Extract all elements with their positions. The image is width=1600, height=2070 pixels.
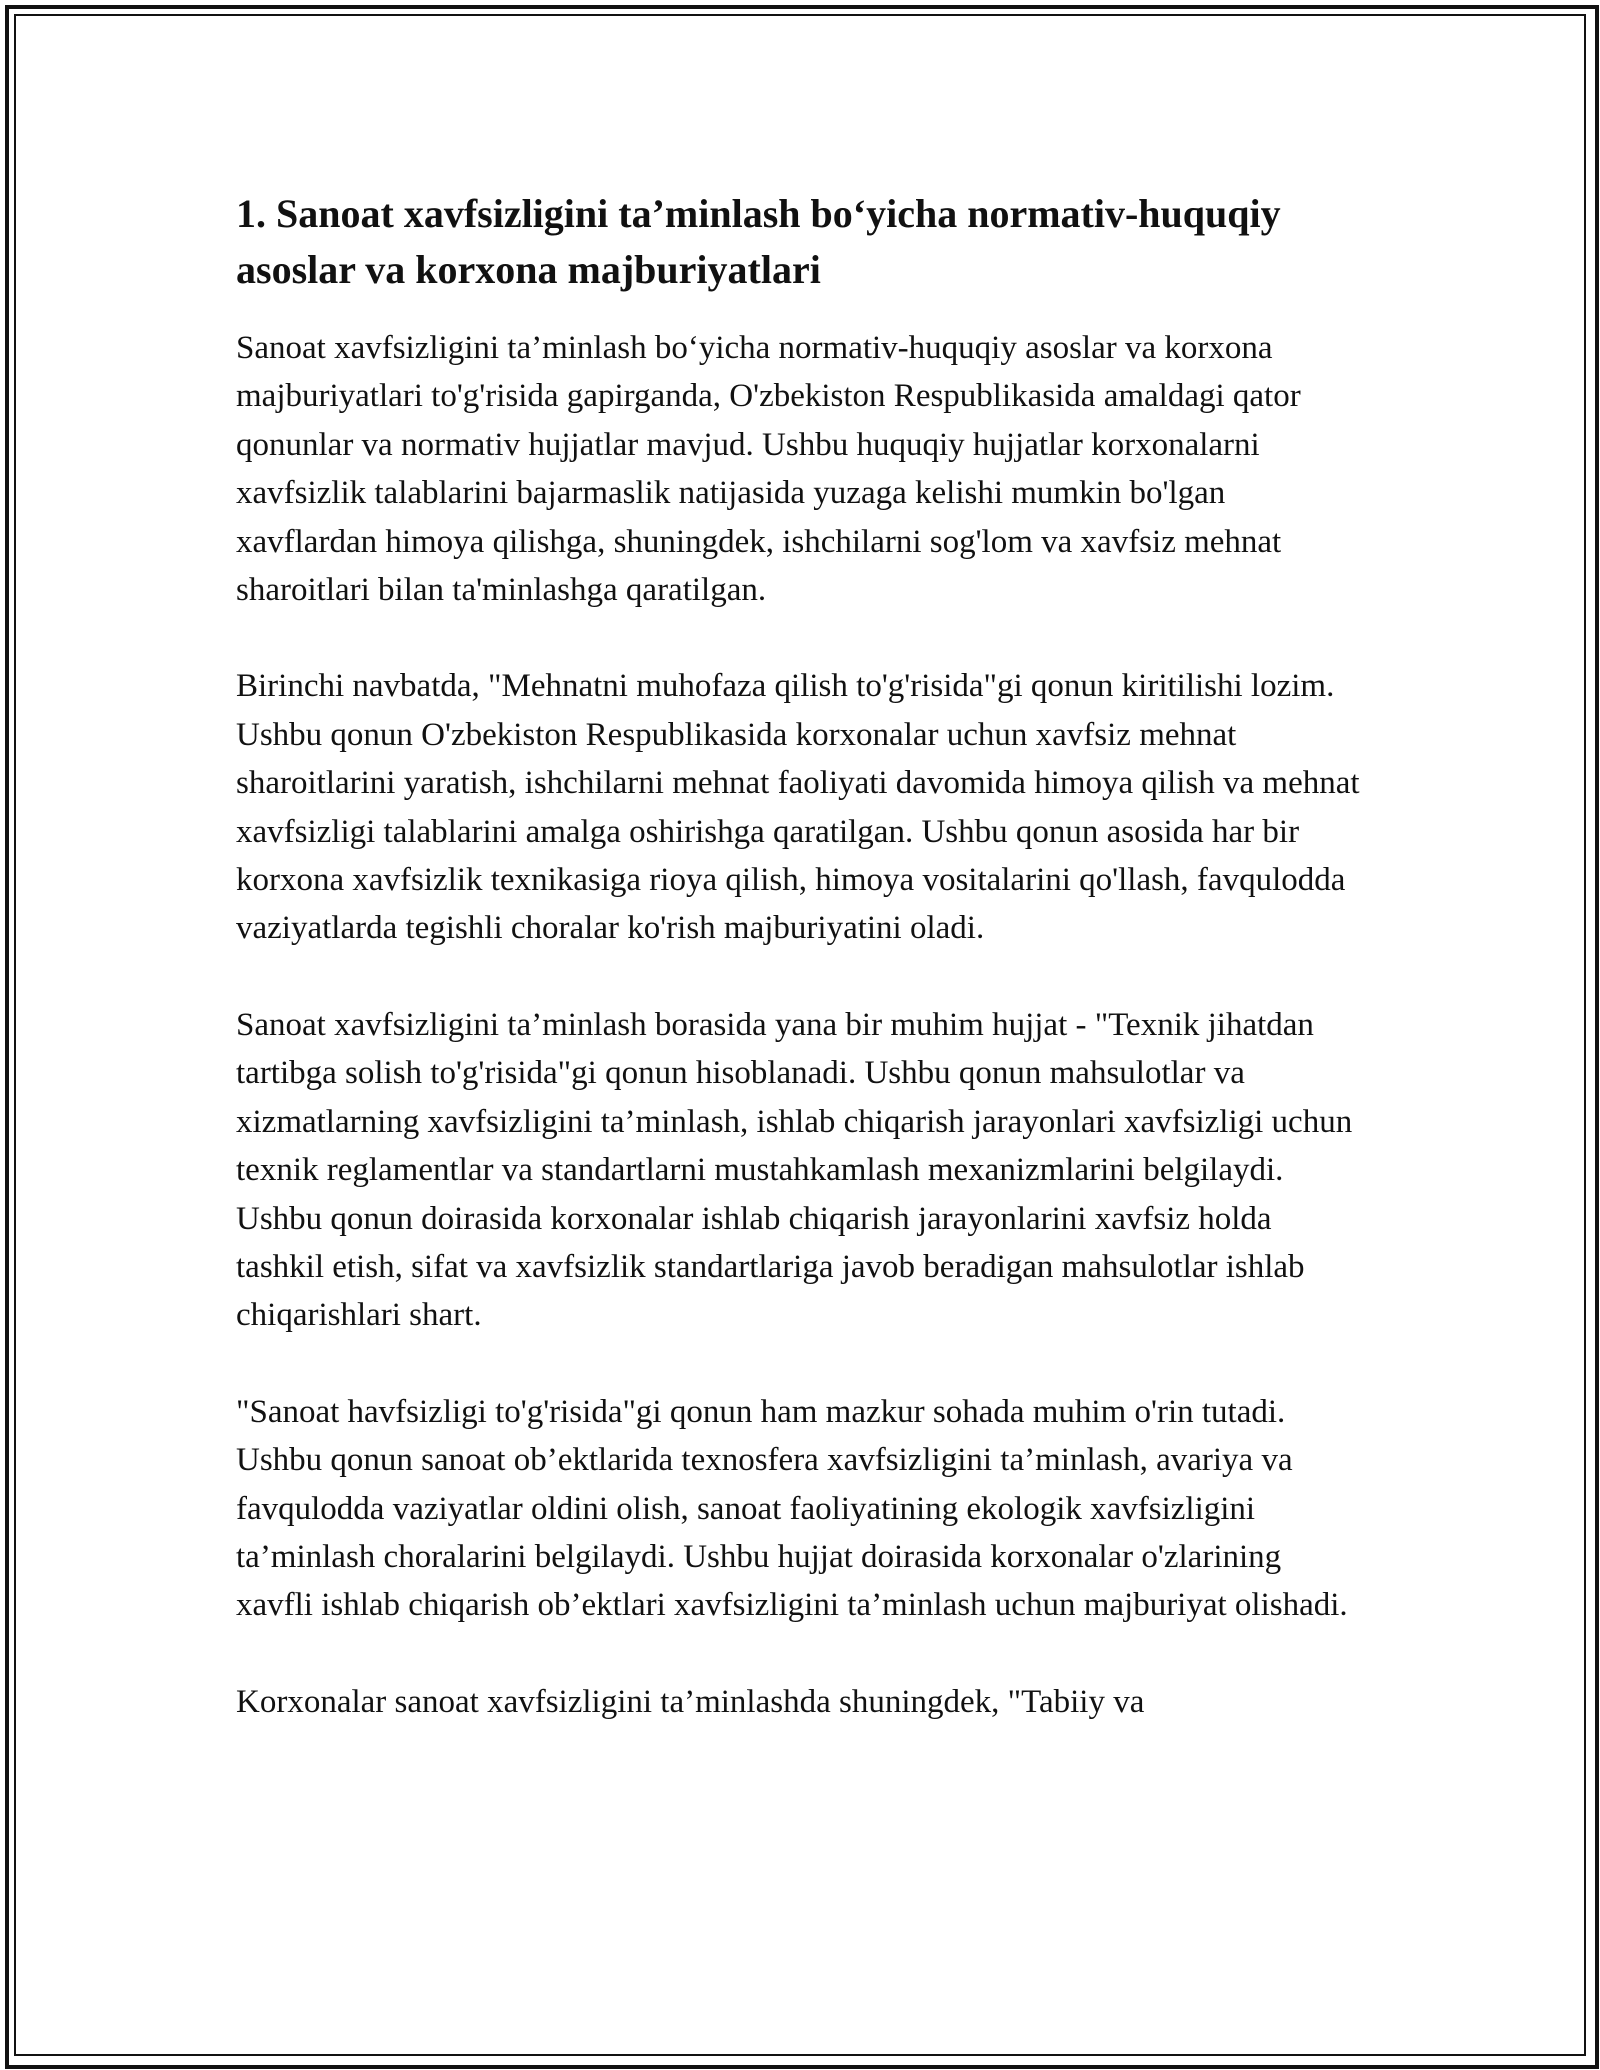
paragraph-5: Korxonalar sanoat xavfsizligini ta’minlashda shuningdek, "Tabiiy va (236, 1683, 1145, 1720)
paragraph-3: Sanoat xavfsizligini ta’minlash borasida yana bir muhim hujjat - "Texnik jihatdan tartibga solish to'g'risida"gi qonun hisoblanadi. Ushbu qonun mahsulotlar va xizmatlarning xavfsizligini ta’minlash, ishlab chiqarish jarayonlari xavfsizligi uchun texnik reglamentlar va standartlarni mustahkamlash mexanizmlarini belgilaydi. Ushbu qonun doirasida korxonalar ishlab chiqarish jarayonlarini xavfsiz holda tashkil etish, sifat va xavfsizlik standartlariga javob beradigan mahsulotlar ishlab chiqarishlari shart. (236, 1006, 1353, 1334)
paragraph-1: Sanoat xavfsizligini ta’minlash bo‘yicha normativ-huquqiy asoslar va korxona majburiyatlari to'g'risida gapirganda, O'zbekiston Respublikasida amaldagi qator qonunlar va normativ hujjatlar mavjud. Ushbu huquqiy hujjatlar korxonalarni xavfsizlik talablarini bajarmaslik natijasida yuzaga kelishi mumkin bo'lgan xavflardan himoya qilishga, shuningdek, ishchilarni sog'lom va xavfsiz mehnat sharoitlari bilan ta'minlashga qaratilgan. (236, 330, 1301, 609)
paragraph-4: "Sanoat havfsizligi to'g'risida"gi qonun ham mazkur sohada muhim o'rin tutadi. Ushbu qonun sanoat ob’ektlarida texnosfera xavfsizligini ta’minlash, avariya va favqulodda vaziyatlar oldini olish, sanoat faoliyatining ekologik xavfsizligini ta’minlash choralarini belgilaydi. Ushbu hujjat doirasida korxonalar o'zlarining xavfli ishlab chiqarish ob’ektlari xavfsizligini ta’minlash uchun majburiyat olishadi. (236, 1393, 1348, 1624)
section-heading: 1. Sanoat xavfsizligini ta’minlash bo‘yicha normativ-huquqiy asoslar va korxona majburiyatlari (236, 191, 1281, 292)
paragraph-2: Birinchi navbatda, "Mehnatni muhofaza qilish to'g'risida"gi qonun kiritilishi lozim. Ushbu qonun O'zbekiston Respublikasida korxonalar uchun xavfsiz mehnat sharoitlarini yaratish, ishchilarni mehnat faoliyati davomida himoya qilish va mehnat xavfsizligi talablarini amalga oshirishga qaratilgan. Ushbu qonun asosida har bir korxona xavfsizlik texnikasiga rioya qilish, himoya vositalarini qo'llash, favqulodda vaziyatlarda tegishli choralar ko'rish majburiyatini oladi. (236, 668, 1360, 947)
document-body (236, 186, 1364, 1774)
